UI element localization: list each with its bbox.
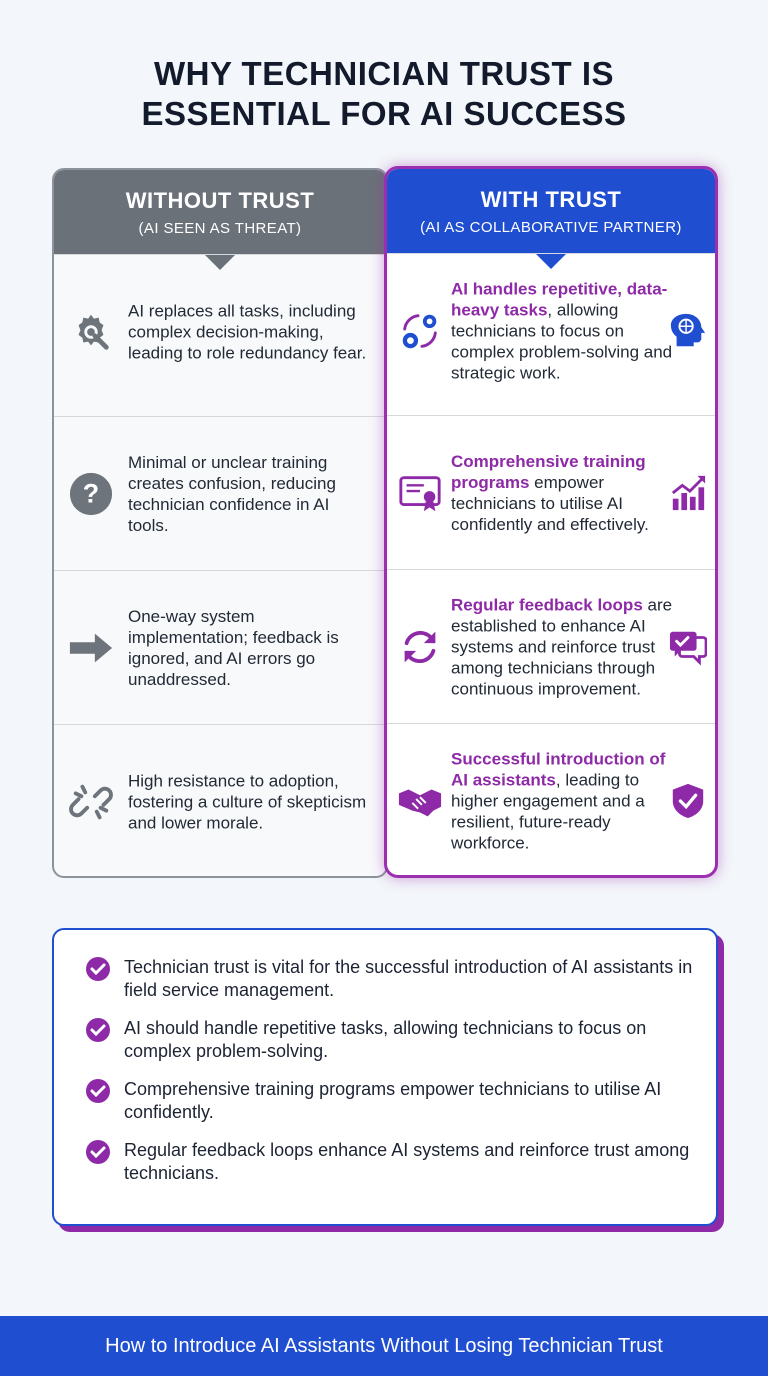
handshake-icon [397, 778, 443, 824]
with-trust-row-1-text [451, 279, 675, 384]
without-trust-row-4 [54, 724, 386, 878]
without-trust-row-2-text: Minimal or unclear training creates confusion, reducing technician confidence in AI tools. [128, 453, 336, 535]
with-trust-column [384, 166, 718, 878]
page-title-line-2: ESSENTIAL FOR AI SUCCESS [141, 95, 627, 132]
check-circle-icon [86, 957, 110, 981]
without-trust-row-2 [54, 416, 386, 571]
without-trust-row-4-text: High resistance to adoption, fostering a culture of skepticism and lower morale. [128, 771, 367, 833]
with-trust-row-2 [387, 415, 715, 570]
with-trust-subheading: (AI AS COLLABORATIVE PARTNER) [420, 219, 682, 236]
question-icon [68, 471, 114, 517]
with-trust-heading: WITH TRUST [480, 187, 622, 212]
without-trust-row-1-text: AI replaces all tasks, including complex decision-making, leading to role redundancy fear. [128, 301, 367, 363]
without-trust-heading: WITHOUT TRUST [125, 188, 315, 213]
summary-item [86, 1078, 696, 1124]
without-trust-header [54, 170, 386, 254]
summary-item-text: Comprehensive training programs empower technicians to utilise AI confidently. [124, 1079, 662, 1122]
with-trust-row-2-bold: Comprehensive training programs [451, 452, 646, 492]
with-trust-row-4-rest: , leading to higher engagement and a resilient, future-ready workforce. [451, 770, 645, 853]
without-trust-row-3-text: One-way system implementation; feedback is ignored, and AI errors go unaddressed. [128, 607, 339, 689]
with-trust-row-1 [387, 253, 715, 408]
without-trust-row-1 [54, 254, 386, 409]
with-trust-header [387, 169, 715, 253]
with-trust-row-3-text [451, 595, 675, 700]
summary-item-text: Regular feedback loops enhance AI systems and reinforce trust among technicians. [124, 1140, 690, 1183]
certificate-icon [397, 470, 443, 516]
footer-text: How to Introduce AI Assistants Without Losing Technician Trust [105, 1335, 663, 1357]
with-trust-row-4-bold: Successful introduction of AI assistants [451, 749, 666, 790]
with-trust-row-3-bold: Regular feedback loops [451, 595, 643, 615]
with-trust-row-2-text [451, 451, 675, 535]
with-trust-row-2-rest: empower technicians to utilise AI confidently and effectively. [451, 473, 649, 534]
without-trust-subheading: (AI SEEN AS THREAT) [138, 220, 302, 237]
page-title-line-1: WHY TECHNICIAN TRUST IS [153, 55, 615, 92]
refresh-cycle-icon [397, 624, 443, 670]
without-trust-column [52, 168, 388, 878]
page-title [0, 54, 768, 134]
automation-gears-icon [397, 308, 443, 354]
growth-chart-icon [669, 473, 707, 513]
check-circle-icon [86, 1079, 110, 1103]
brain-head-icon [669, 311, 707, 351]
with-trust-row-3 [387, 569, 715, 724]
with-trust-row-1-rest: , allowing technicians to focus on complex problem-solving and strategic work. [451, 300, 673, 383]
chat-check-icon [669, 627, 707, 667]
svg-text:?: ? [82, 478, 100, 509]
summary-box [52, 928, 718, 1226]
comparison-table [52, 168, 718, 878]
with-trust-row-1-bold: AI handles repetitive, data-heavy tasks [451, 279, 668, 320]
summary-list [86, 956, 696, 1200]
summary-item-text: Technician trust is vital for the successful introduction of AI assistants in field service management. [124, 957, 693, 1000]
summary-item [86, 1017, 696, 1063]
footer-banner [0, 1316, 768, 1376]
broken-link-icon [68, 779, 114, 825]
check-circle-icon [86, 1140, 110, 1164]
gear-wrench-icon [68, 309, 114, 355]
check-circle-icon [86, 1018, 110, 1042]
with-trust-row-4 [387, 723, 715, 878]
summary-item [86, 1139, 696, 1185]
summary-item [86, 956, 696, 1002]
with-trust-row-3-rest: are established to enhance AI systems and reinforce trust among technicians through continuous improvement. [451, 595, 673, 699]
summary-item-text: AI should handle repetitive tasks, allowing technicians to focus on complex problem-solving. [124, 1018, 647, 1061]
shield-check-icon [669, 781, 707, 821]
with-trust-row-4-text [451, 749, 675, 854]
arrow-right-icon [68, 625, 114, 671]
without-trust-row-3 [54, 570, 386, 725]
